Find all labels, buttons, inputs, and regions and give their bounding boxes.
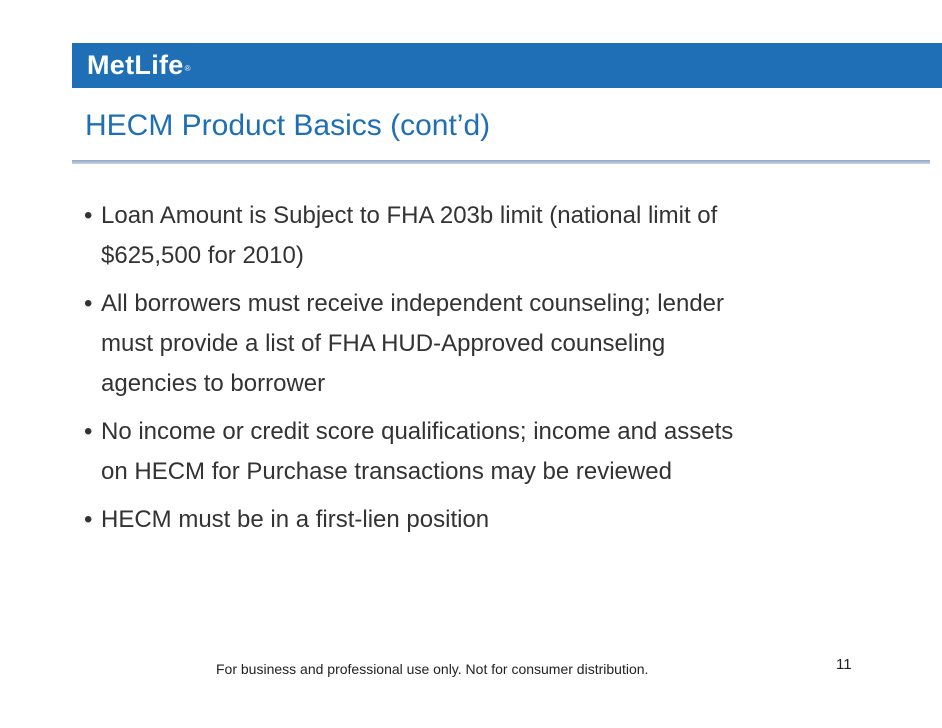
page-number: 11 bbox=[836, 656, 852, 673]
bullet-item-first-lien bbox=[83, 500, 863, 540]
slide-title: HECM Product Basics (cont’d) bbox=[85, 109, 491, 142]
metlife-logo bbox=[87, 50, 191, 80]
logo-text: MetLife bbox=[87, 50, 184, 80]
bullet-line: No income or credit score qualifications; income and assets bbox=[101, 418, 734, 445]
header-bar bbox=[72, 43, 942, 88]
bullet-line: agencies to borrower bbox=[101, 370, 326, 397]
registered-mark: ® bbox=[184, 64, 191, 73]
bullet-item-qualifications bbox=[83, 412, 863, 492]
bullet-item-loan-amount bbox=[83, 196, 863, 276]
bullet-line: must provide a list of FHA HUD-Approved counseling bbox=[101, 330, 666, 357]
bullet-line: All borrowers must receive independent counseling; lender bbox=[101, 290, 725, 317]
bullet-icon: • bbox=[84, 202, 93, 229]
bullet-list bbox=[83, 196, 863, 548]
bullet-icon: • bbox=[84, 290, 93, 317]
bullet-icon: • bbox=[84, 506, 93, 533]
bullet-icon: • bbox=[84, 418, 93, 445]
bullet-line: on HECM for Purchase transactions may be reviewed bbox=[101, 458, 672, 485]
bullet-line: Loan Amount is Subject to FHA 203b limit (national limit of bbox=[101, 202, 718, 229]
footer-disclaimer: For business and professional use only. Not for consumer distribution. bbox=[216, 661, 649, 677]
title-divider bbox=[72, 160, 930, 164]
bullet-item-counseling bbox=[83, 284, 863, 404]
bullet-line: $625,500 for 2010) bbox=[101, 242, 304, 269]
bullet-line: HECM must be in a first-lien position bbox=[101, 506, 490, 533]
